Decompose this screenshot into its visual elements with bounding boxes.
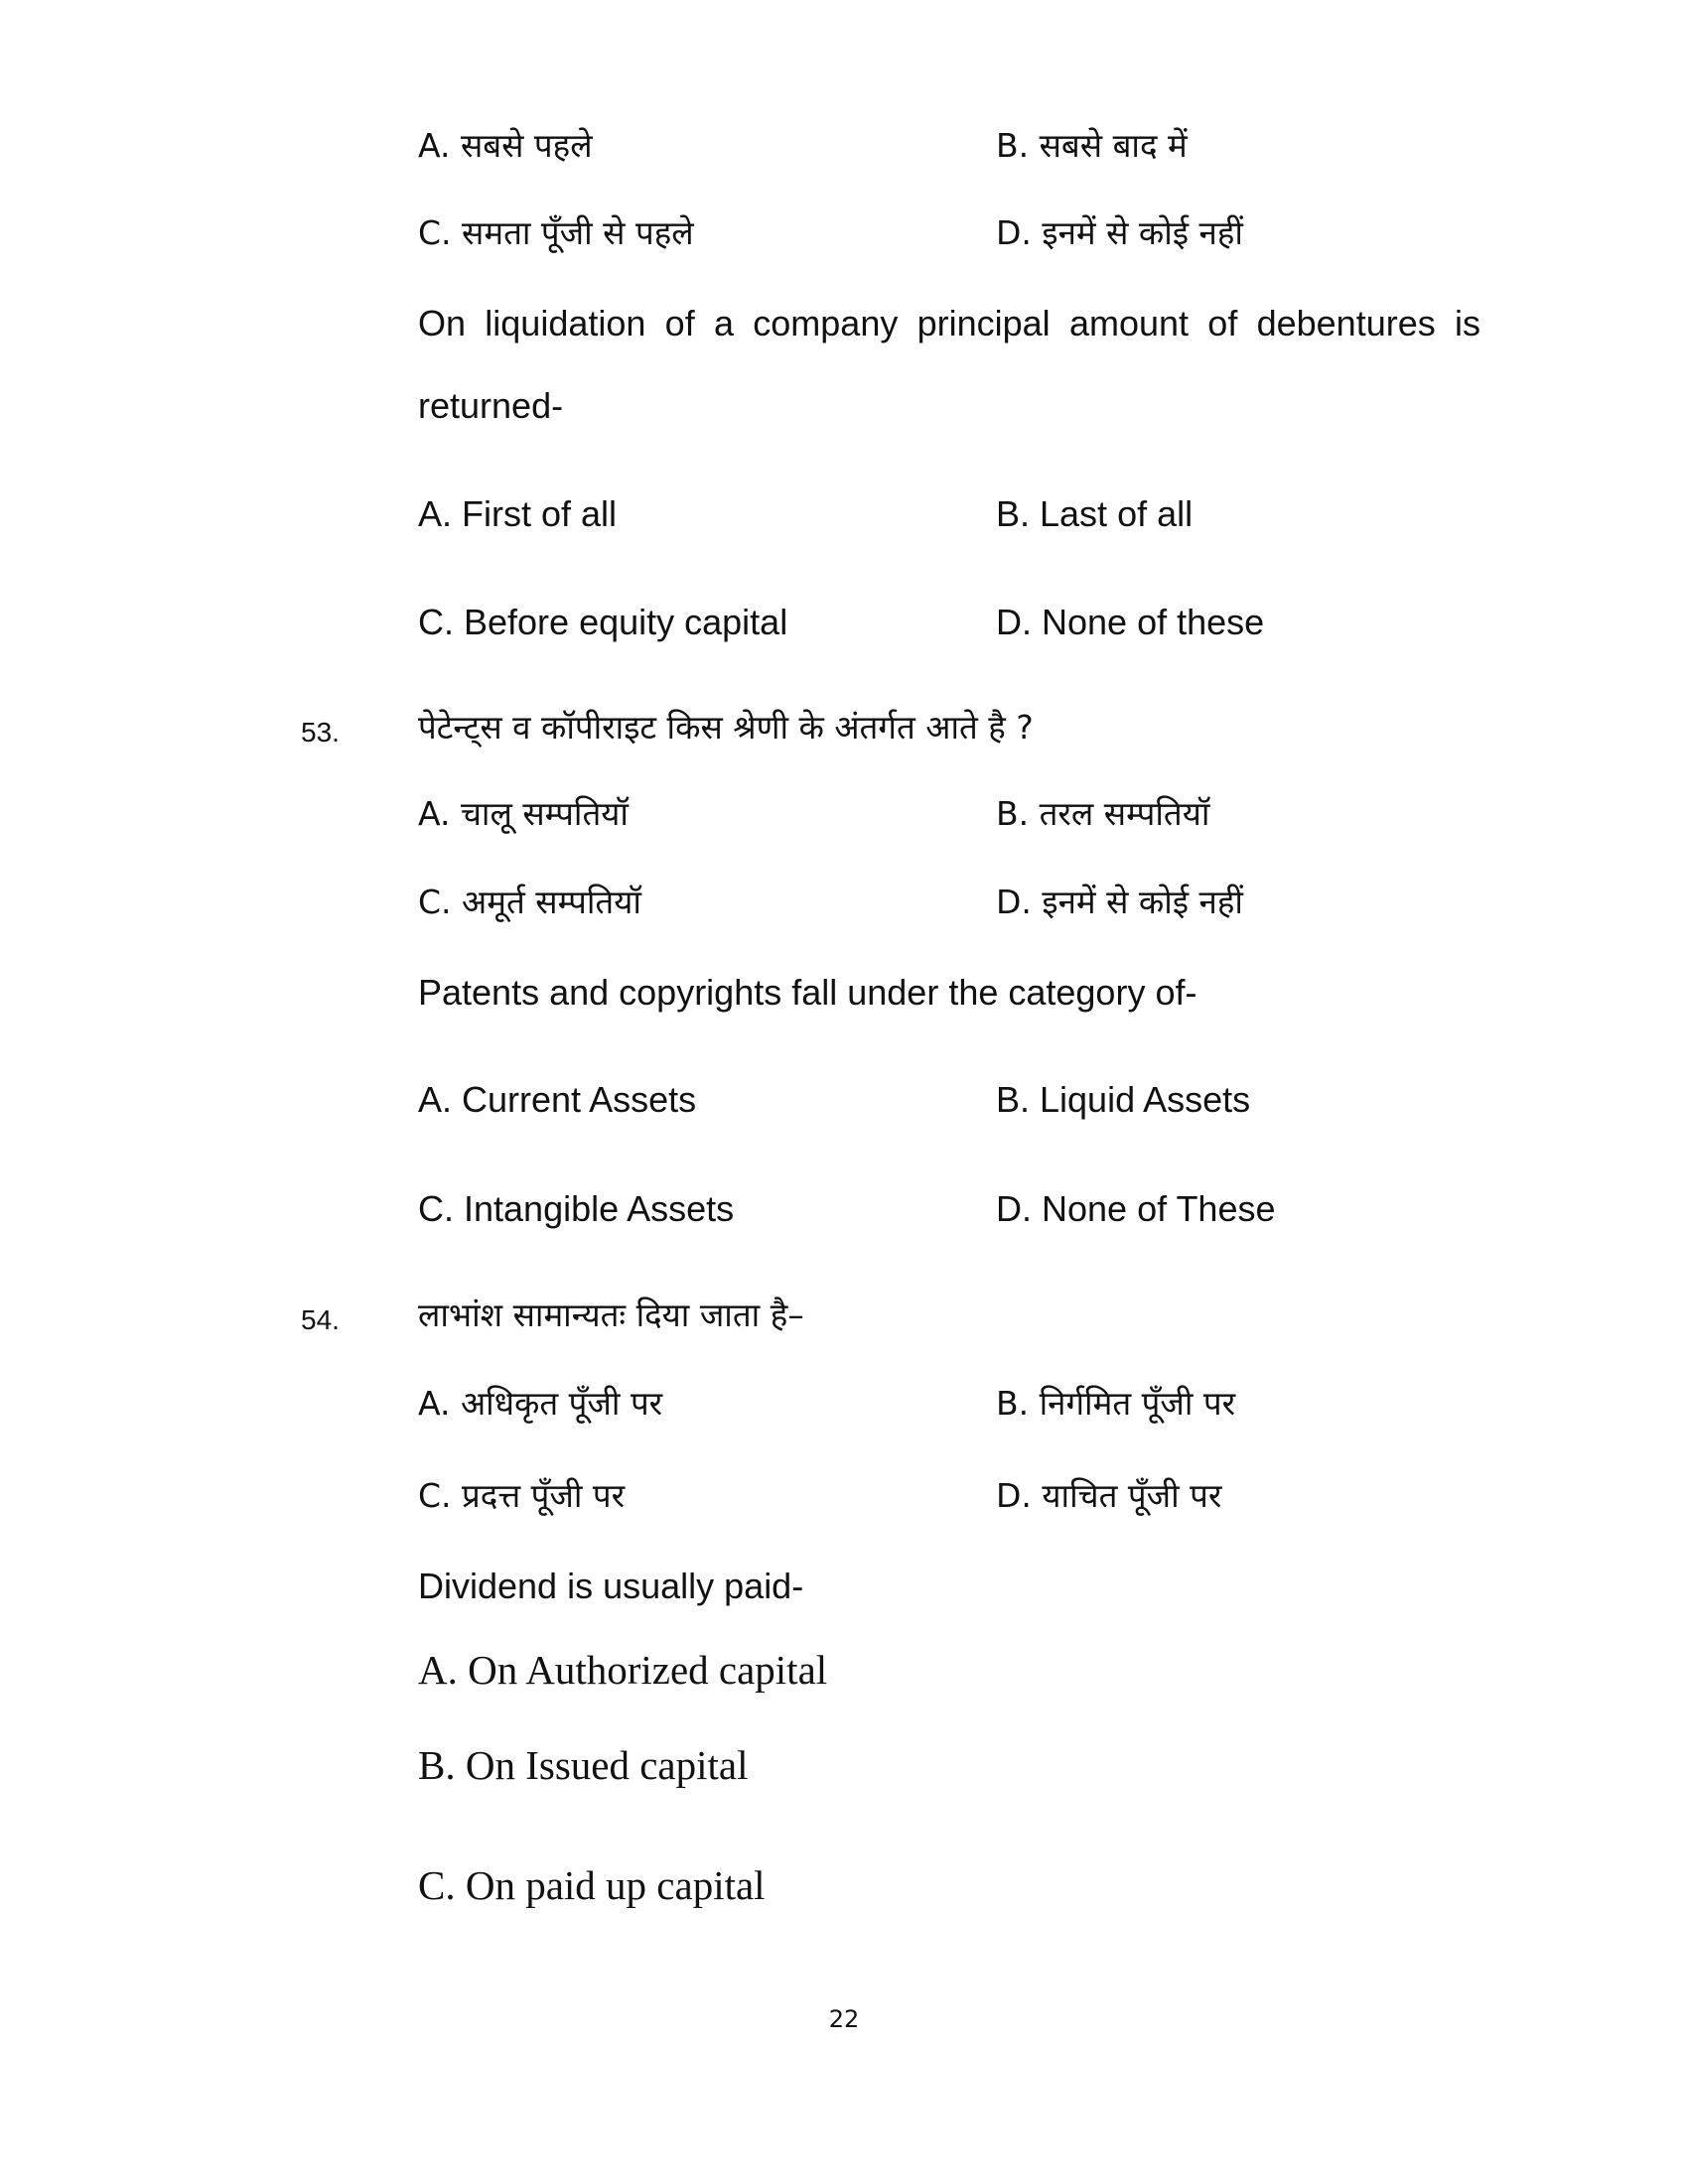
q54-hindi-option-a: A. अधिकृत पूँजी पर xyxy=(418,1384,663,1423)
q54-hindi-question: लाभांश सामान्यतः दिया जाता है– xyxy=(418,1296,804,1334)
q52-hindi-option-c: C. समता पूँजी से पहले xyxy=(418,213,694,252)
q52-english-option-c: C. Before equity capital xyxy=(418,602,788,642)
q53-hindi-option-b: B. तरल सम्पतियॉ xyxy=(996,794,1210,833)
q52-english-option-d: D. None of these xyxy=(996,602,1265,642)
q52-hindi-option-b: B. सबसे बाद में xyxy=(996,126,1188,165)
q52-english-option-b: B. Last of all xyxy=(996,493,1194,534)
q53-english-option-a: A. Current Assets xyxy=(418,1079,697,1120)
q54-english-option-c: C. On paid up capital xyxy=(418,1862,766,1908)
q54-number: 54. xyxy=(301,1304,340,1335)
q53-english-question: Patents and copyrights fall under the category of- xyxy=(418,972,1197,1013)
page-number: 22 xyxy=(828,2005,860,2033)
q52-hindi-option-d: D. इनमें से कोई नहीं xyxy=(996,213,1243,252)
q52-hindi-option-a: A. सबसे पहले xyxy=(418,126,593,165)
q54-english-option-a: A. On Authorized capital xyxy=(418,1647,828,1693)
q54-hindi-option-d: D. याचित पूँजी पर xyxy=(996,1476,1222,1515)
q53-hindi-question: पेटेन्ट्स व कॉपीराइट किस श्रेणी के अंतर्गत आते है ? xyxy=(418,708,1034,747)
q52-english-option-a: A. First of all xyxy=(418,493,618,534)
q53-hindi-option-a: A. चालू सम्पतियॉ xyxy=(418,794,629,833)
q53-number: 53. xyxy=(301,717,340,748)
q53-english-option-b: B. Liquid Assets xyxy=(996,1079,1251,1120)
q53-hindi-option-d: D. इनमें से कोई नहीं xyxy=(996,883,1243,921)
q52-english-question-line1: On liquidation of a company principal amount of debentures is xyxy=(418,303,1480,343)
q53-english-option-c: C. Intangible Assets xyxy=(418,1188,735,1229)
q53-hindi-option-c: C. अमूर्त सम्पतियॉ xyxy=(418,883,641,921)
q54-hindi-option-c: C. प्रदत्त पूँजी पर xyxy=(418,1476,626,1515)
q53-english-option-d: D. None of These xyxy=(996,1188,1276,1229)
q54-english-question: Dividend is usually paid- xyxy=(418,1566,804,1606)
q52-english-question-line2: returned- xyxy=(418,385,564,426)
q54-hindi-option-b: B. निर्गमित पूँजी पर xyxy=(996,1384,1236,1423)
q54-english-option-b: B. On Issued capital xyxy=(418,1742,749,1788)
